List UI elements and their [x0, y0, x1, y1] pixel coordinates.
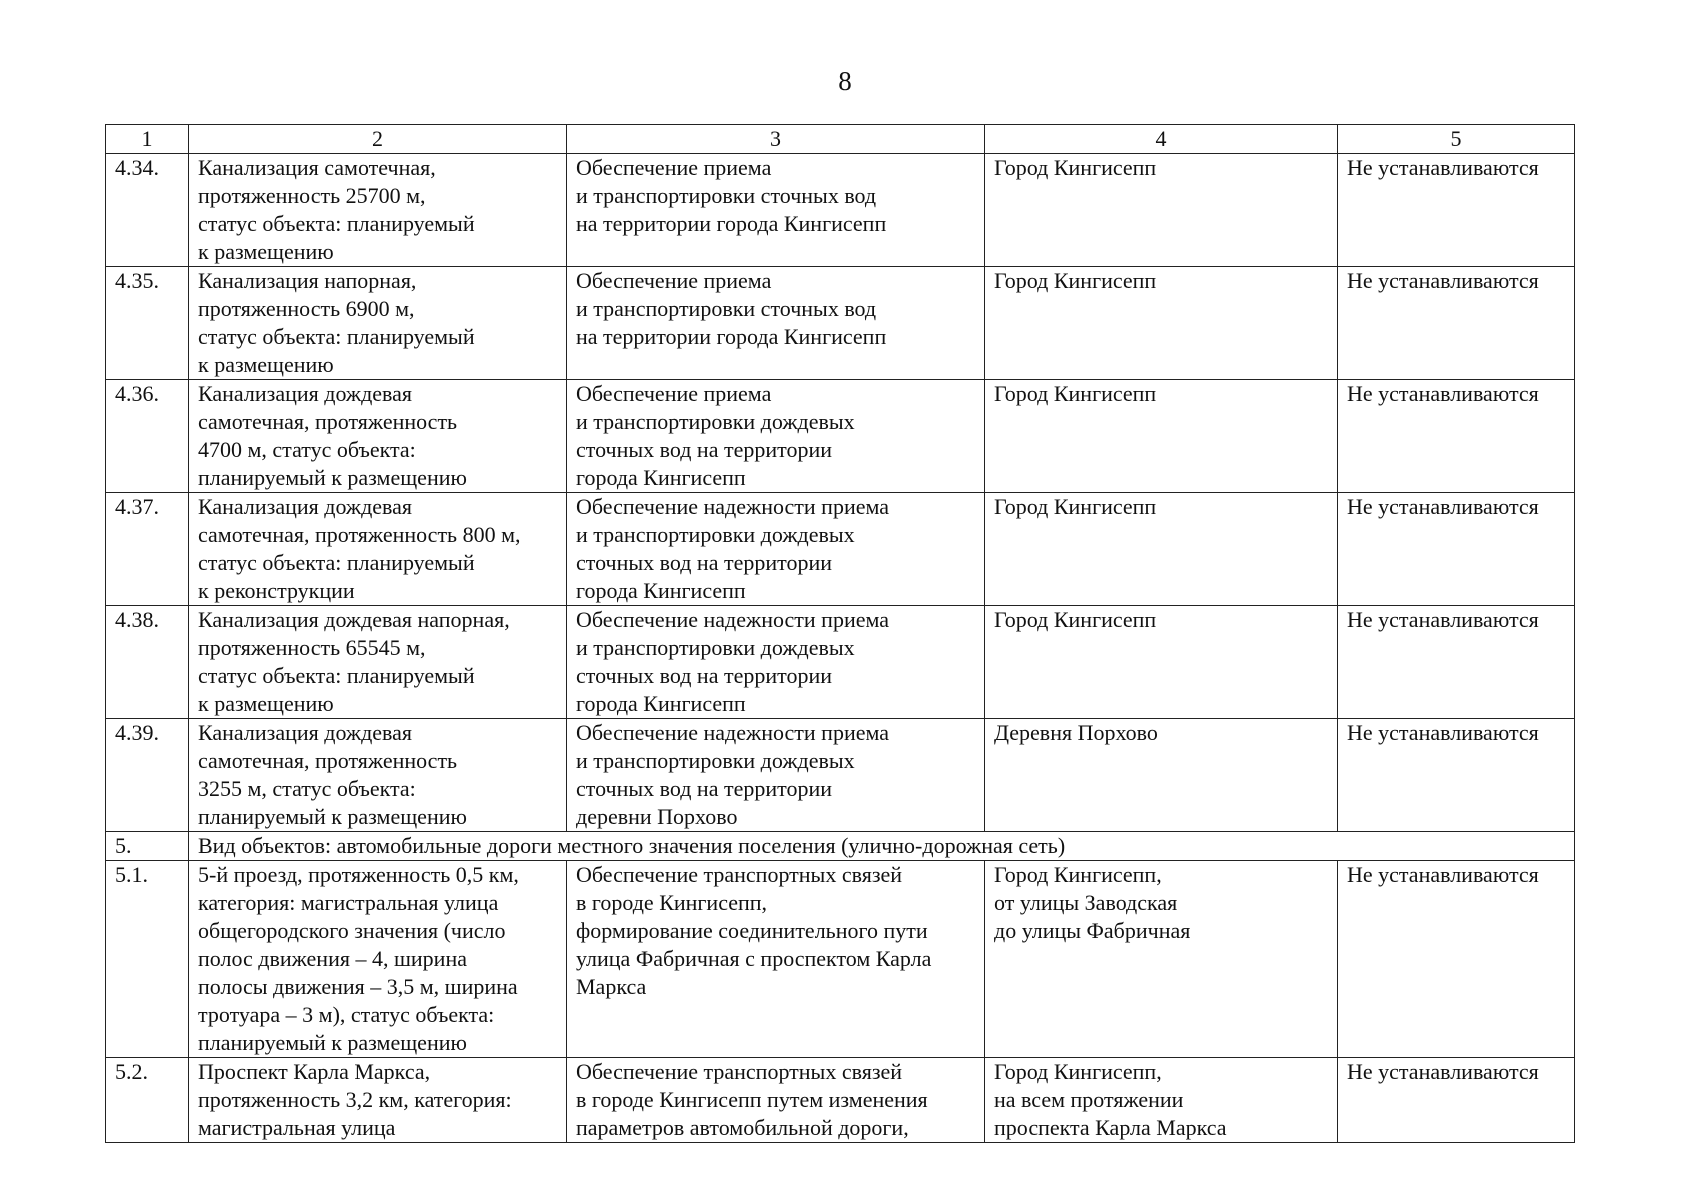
object-purpose-line: на территории города Кингисепп: [576, 211, 887, 236]
object-description-line: полосы движения – 3,5 м, ширина: [198, 974, 518, 999]
object-description-line: Канализация самотечная,: [198, 155, 436, 180]
object-description-line: самотечная, протяженность: [198, 409, 458, 434]
object-description-line: статус объекта: планируемый: [198, 550, 475, 575]
object-purpose-line: и транспортировки сточных вод: [576, 183, 877, 208]
object-purpose-line: и транспортировки дождевых: [576, 635, 855, 660]
object-description-line: категория: магистральная улица: [198, 890, 499, 915]
zone-characteristics: Не устанавливаются: [1338, 606, 1575, 719]
object-description-line: Канализация напорная,: [198, 268, 417, 293]
object-purpose-line: Обеспечение надежности приема: [576, 720, 890, 745]
object-purpose-line: Обеспечение транспортных связей: [576, 1059, 903, 1084]
object-description-line: 4700 м, статус объекта:: [198, 437, 416, 462]
object-description-line: Канализация дождевая напорная,: [198, 607, 510, 632]
object-description-line: полос движения – 4, ширина: [198, 946, 467, 971]
object-location-line: проспекта Карла Маркса: [994, 1115, 1227, 1140]
object-location-line: Город Кингисепп: [994, 494, 1157, 519]
section-row: [106, 832, 1575, 861]
zone-characteristics: Не устанавливаются: [1338, 380, 1575, 493]
object-purpose-line: сточных вод на территории: [576, 776, 832, 801]
object-description-line: статус объекта: планируемый: [198, 324, 475, 349]
table-row: [106, 1058, 1575, 1143]
object-location: [985, 719, 1338, 832]
object-purpose-line: в городе Кингисепп,: [576, 890, 768, 915]
object-purpose-line: и транспортировки сточных вод: [576, 296, 877, 321]
object-purpose: [567, 154, 985, 267]
row-number: 5.2.: [106, 1058, 189, 1143]
object-purpose: [567, 719, 985, 832]
object-purpose-line: сточных вод на территории: [576, 663, 832, 688]
zone-characteristics: Не устанавливаются: [1338, 861, 1575, 1058]
object-description-line: к реконструкции: [198, 578, 355, 603]
object-description-line: статус объекта: планируемый: [198, 663, 475, 688]
object-description-line: протяженность 6900 м,: [198, 296, 415, 321]
zone-characteristics: Не устанавливаются: [1338, 493, 1575, 606]
object-description-line: к размещению: [198, 691, 334, 716]
object-description-line: статус объекта: планируемый: [198, 211, 475, 236]
objects-table: [105, 124, 1575, 1143]
object-description: [189, 719, 567, 832]
column-number-4: 4: [985, 125, 1338, 154]
object-location: [985, 493, 1338, 606]
page-number: 8: [838, 66, 852, 96]
column-number-2: 2: [189, 125, 567, 154]
object-description: [189, 606, 567, 719]
object-purpose-line: на территории города Кингисепп: [576, 324, 887, 349]
object-description-line: общегородского значения (число: [198, 918, 506, 943]
column-number-3: 3: [567, 125, 985, 154]
table-row: [106, 719, 1575, 832]
object-description-line: Канализация дождевая: [198, 381, 413, 406]
object-location-line: Деревня Порхово: [994, 720, 1158, 745]
object-purpose-line: Обеспечение приема: [576, 155, 772, 180]
object-location-line: на всем протяжении: [994, 1087, 1184, 1112]
object-description-line: Канализация дождевая: [198, 720, 413, 745]
object-description-line: протяженность 3,2 км, категория:: [198, 1087, 512, 1112]
object-description: [189, 267, 567, 380]
object-purpose: [567, 493, 985, 606]
object-purpose-line: Обеспечение надежности приема: [576, 607, 890, 632]
object-purpose-line: города Кингисепп: [576, 691, 746, 716]
object-description-line: Канализация дождевая: [198, 494, 413, 519]
object-purpose-line: деревни Порхово: [576, 804, 738, 829]
object-location-line: Город Кингисепп: [994, 607, 1157, 632]
object-purpose-line: сточных вод на территории: [576, 437, 832, 462]
object-description: [189, 861, 567, 1058]
object-description-line: планируемый к размещению: [198, 804, 467, 829]
object-purpose-line: улица Фабричная с проспектом Карла: [576, 946, 932, 971]
object-description: [189, 380, 567, 493]
object-location: [985, 154, 1338, 267]
object-purpose-line: и транспортировки дождевых: [576, 522, 855, 547]
object-purpose-line: Обеспечение транспортных связей: [576, 862, 903, 887]
object-purpose-line: Маркса: [576, 974, 647, 999]
object-purpose-line: формирование соединительного пути: [576, 918, 928, 943]
object-location: [985, 606, 1338, 719]
object-purpose: [567, 606, 985, 719]
object-location-line: Город Кингисепп,: [994, 1059, 1162, 1084]
object-purpose-line: Обеспечение надежности приема: [576, 494, 890, 519]
object-location: [985, 267, 1338, 380]
section-number: 5.: [106, 832, 189, 861]
column-number-1: 1: [106, 125, 189, 154]
object-description: [189, 154, 567, 267]
table-row: [106, 380, 1575, 493]
object-description-line: тротуара – 3 м), статус объекта:: [198, 1002, 495, 1027]
zone-characteristics: Не устанавливаются: [1338, 267, 1575, 380]
object-location: [985, 861, 1338, 1058]
object-purpose-line: Обеспечение приема: [576, 381, 772, 406]
table-row: [106, 154, 1575, 267]
object-purpose: [567, 1058, 985, 1143]
object-description-line: к размещению: [198, 352, 334, 377]
zone-characteristics: Не устанавливаются: [1338, 154, 1575, 267]
table-row: [106, 267, 1575, 380]
object-location-line: Город Кингисепп: [994, 381, 1157, 406]
object-purpose: [567, 267, 985, 380]
object-purpose-line: города Кингисепп: [576, 578, 746, 603]
row-number: 4.37.: [106, 493, 189, 606]
object-description-line: магистральная улица: [198, 1115, 396, 1140]
object-purpose-line: города Кингисепп: [576, 465, 746, 490]
object-location-line: Город Кингисепп: [994, 155, 1157, 180]
object-location-line: Город Кингисепп: [994, 268, 1157, 293]
object-description-line: самотечная, протяженность: [198, 748, 458, 773]
table-row: [106, 606, 1575, 719]
object-description-line: самотечная, протяженность 800 м,: [198, 522, 521, 547]
row-number: 4.35.: [106, 267, 189, 380]
object-description-line: протяженность 25700 м,: [198, 183, 426, 208]
row-number: 5.1.: [106, 861, 189, 1058]
object-purpose-line: и транспортировки дождевых: [576, 748, 855, 773]
row-number: 4.34.: [106, 154, 189, 267]
object-description-line: протяженность 65545 м,: [198, 635, 426, 660]
row-number: 4.39.: [106, 719, 189, 832]
object-description-line: 3255 м, статус объекта:: [198, 776, 416, 801]
column-number-5: 5: [1338, 125, 1575, 154]
object-description-line: к размещению: [198, 239, 334, 264]
object-purpose-line: сточных вод на территории: [576, 550, 832, 575]
object-location: [985, 380, 1338, 493]
row-number: 4.36.: [106, 380, 189, 493]
object-purpose-line: в городе Кингисепп путем изменения: [576, 1087, 928, 1112]
object-purpose: [567, 861, 985, 1058]
object-description-line: планируемый к размещению: [198, 1030, 467, 1055]
zone-characteristics: Не устанавливаются: [1338, 719, 1575, 832]
zone-characteristics: Не устанавливаются: [1338, 1058, 1575, 1143]
object-description-line: планируемый к размещению: [198, 465, 467, 490]
object-location: [985, 1058, 1338, 1143]
object-purpose-line: Обеспечение приема: [576, 268, 772, 293]
table-row: [106, 493, 1575, 606]
object-description: [189, 1058, 567, 1143]
object-purpose: [567, 380, 985, 493]
object-location-line: Город Кингисепп,: [994, 862, 1162, 887]
object-location-line: до улицы Фабричная: [994, 918, 1191, 943]
object-description-line: Проспект Карла Маркса,: [198, 1059, 431, 1084]
object-description-line: 5-й проезд, протяженность 0,5 км,: [198, 862, 519, 887]
object-location-line: от улицы Заводская: [994, 890, 1178, 915]
section-title: Вид объектов: автомобильные дороги местного значения поселения (улично-дорожная сеть): [189, 832, 1575, 861]
table-body: [106, 125, 1575, 1143]
object-description: [189, 493, 567, 606]
column-numbers-row: [106, 125, 1575, 154]
table-row: [106, 861, 1575, 1058]
row-number: 4.38.: [106, 606, 189, 719]
object-purpose-line: параметров автомобильной дороги,: [576, 1115, 909, 1140]
object-purpose-line: и транспортировки дождевых: [576, 409, 855, 434]
